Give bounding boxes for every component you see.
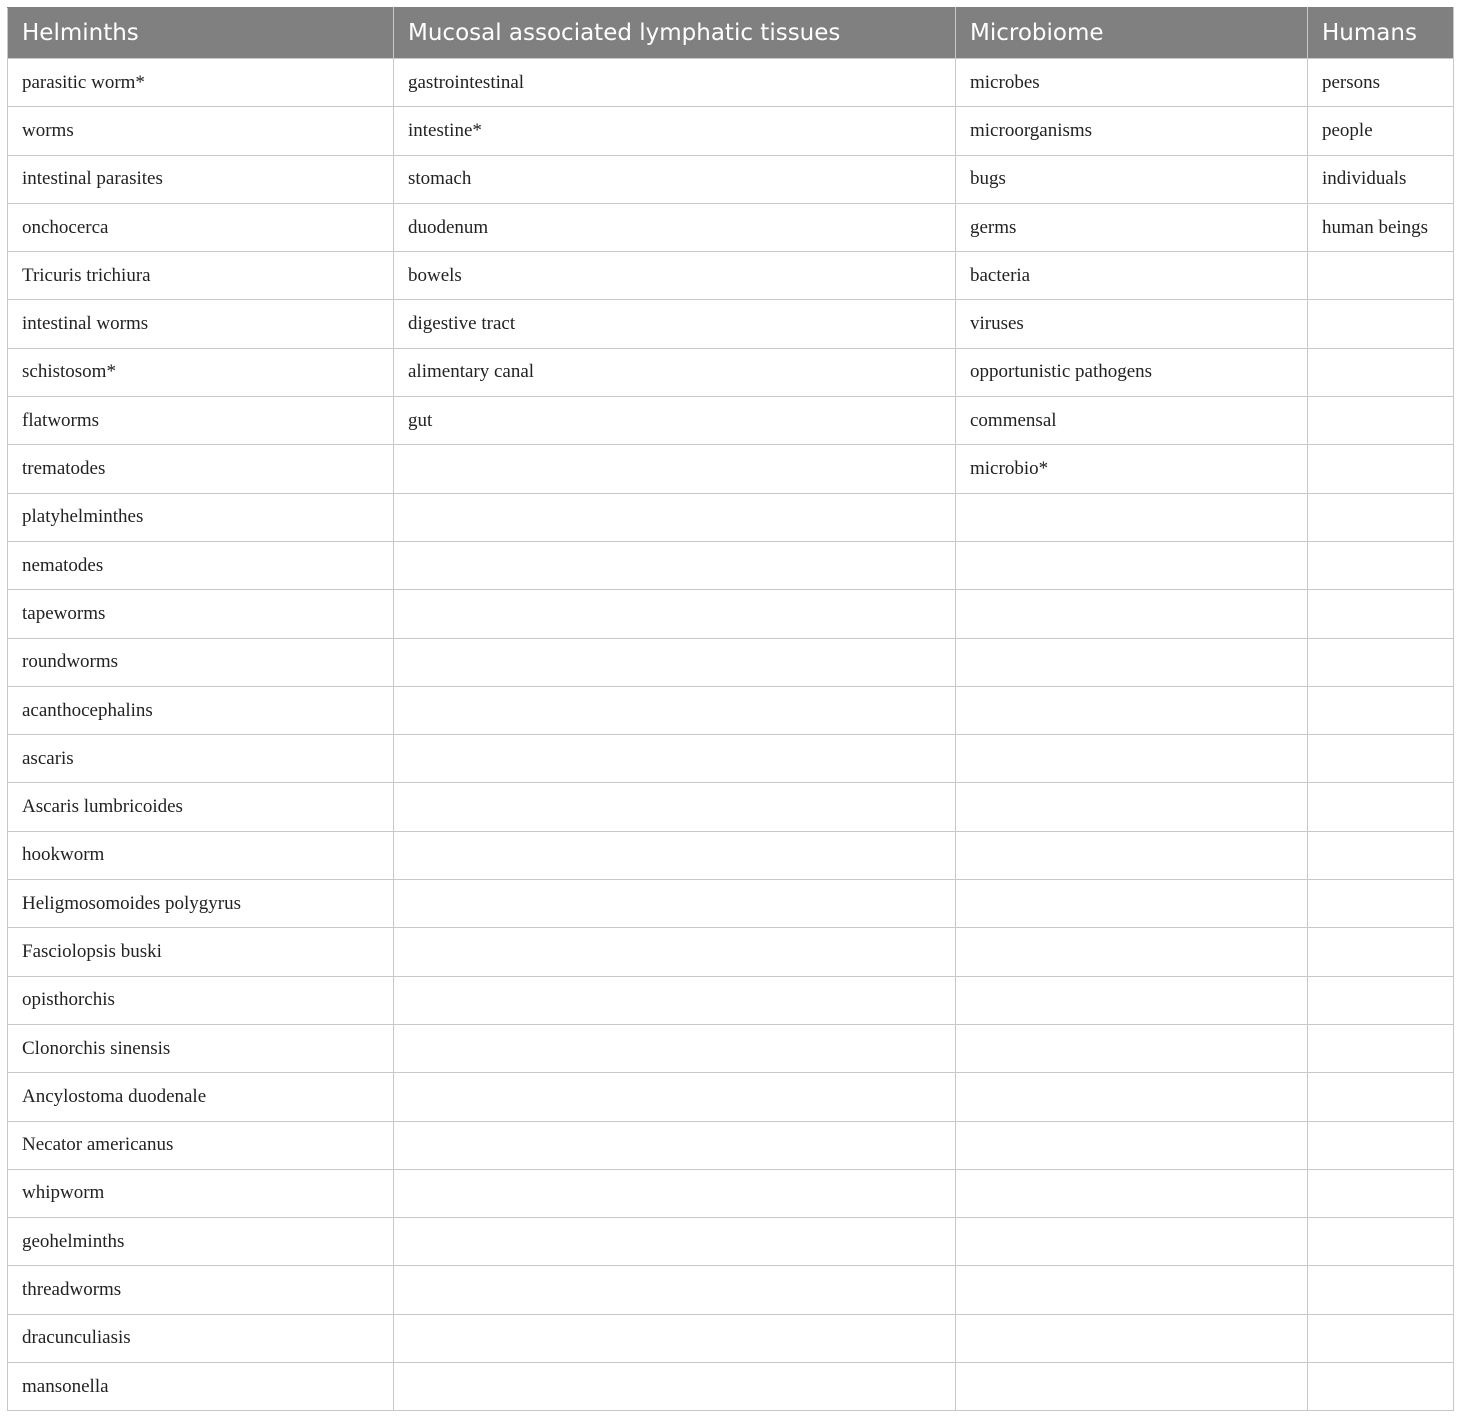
table-cell-malt <box>394 541 956 589</box>
table-cell-humans <box>1308 1024 1454 1072</box>
table-cell-malt <box>394 831 956 879</box>
table-cell-malt: alimentary canal <box>394 348 956 396</box>
table-cell-helminths: worms <box>8 107 394 155</box>
table-cell-microbiome: germs <box>956 203 1308 251</box>
table-cell-microbiome <box>956 541 1308 589</box>
table-cell-malt <box>394 928 956 976</box>
table-row <box>8 397 1454 445</box>
table-cell-microbiome <box>956 1266 1308 1314</box>
table-cell-microbiome <box>956 831 1308 879</box>
table-cell-humans <box>1308 397 1454 445</box>
table-cell-malt <box>394 1121 956 1169</box>
table-cell-humans: people <box>1308 107 1454 155</box>
header-row <box>8 8 1454 59</box>
table-cell-helminths: platyhelminthes <box>8 493 394 541</box>
table-cell-helminths: acanthocephalins <box>8 686 394 734</box>
column-header-helminths: Helminths <box>8 8 394 59</box>
table-cell-helminths: trematodes <box>8 445 394 493</box>
table-cell-microbiome <box>956 1218 1308 1266</box>
column-header-malt: Mucosal associated lymphatic tissues <box>394 8 956 59</box>
table-row <box>8 203 1454 251</box>
column-header-humans: Humans <box>1308 8 1454 59</box>
table-cell-humans <box>1308 445 1454 493</box>
table-cell-helminths: onchocerca <box>8 203 394 251</box>
table-cell-humans: human beings <box>1308 203 1454 251</box>
table-cell-humans <box>1308 1363 1454 1411</box>
table-row <box>8 928 1454 976</box>
table-row <box>8 976 1454 1024</box>
table-cell-humans <box>1308 928 1454 976</box>
table-cell-malt <box>394 445 956 493</box>
table-cell-microbiome <box>956 1121 1308 1169</box>
table-cell-microbiome <box>956 493 1308 541</box>
table-row <box>8 1073 1454 1121</box>
table-row <box>8 252 1454 300</box>
table-cell-malt: stomach <box>394 155 956 203</box>
table-cell-microbiome <box>956 638 1308 686</box>
table-cell-humans: individuals <box>1308 155 1454 203</box>
table-cell-microbiome: opportunistic pathogens <box>956 348 1308 396</box>
table-cell-malt <box>394 735 956 783</box>
table-cell-humans <box>1308 976 1454 1024</box>
table-body <box>8 59 1454 1411</box>
table-cell-helminths: Fasciolopsis buski <box>8 928 394 976</box>
table-cell-microbiome <box>956 976 1308 1024</box>
table-cell-helminths: hookworm <box>8 831 394 879</box>
table-cell-helminths: Ascaris lumbricoides <box>8 783 394 831</box>
table-header <box>8 8 1454 59</box>
table-row <box>8 1314 1454 1362</box>
table-cell-helminths: opisthorchis <box>8 976 394 1024</box>
table-cell-microbiome <box>956 880 1308 928</box>
table-cell-microbiome: bacteria <box>956 252 1308 300</box>
table-row <box>8 348 1454 396</box>
table-cell-helminths: ascaris <box>8 735 394 783</box>
table-cell-helminths: threadworms <box>8 1266 394 1314</box>
table-cell-humans <box>1308 1073 1454 1121</box>
table-row <box>8 1121 1454 1169</box>
table-cell-malt <box>394 1169 956 1217</box>
table-row <box>8 590 1454 638</box>
table-cell-helminths: roundworms <box>8 638 394 686</box>
table-cell-microbiome <box>956 1169 1308 1217</box>
table-cell-humans <box>1308 735 1454 783</box>
table-cell-humans <box>1308 1266 1454 1314</box>
table-cell-malt: gastrointestinal <box>394 59 956 107</box>
search-terms-table <box>7 7 1454 1411</box>
table-cell-malt <box>394 493 956 541</box>
table-row <box>8 300 1454 348</box>
table-cell-microbiome <box>956 735 1308 783</box>
table-cell-malt: bowels <box>394 252 956 300</box>
table-cell-helminths: Heligmosomoides polygyrus <box>8 880 394 928</box>
table-cell-microbiome: bugs <box>956 155 1308 203</box>
table-cell-helminths: Clonorchis sinensis <box>8 1024 394 1072</box>
table-row <box>8 783 1454 831</box>
table-cell-humans <box>1308 252 1454 300</box>
table-cell-helminths: mansonella <box>8 1363 394 1411</box>
table-cell-humans <box>1308 880 1454 928</box>
table-cell-microbiome <box>956 928 1308 976</box>
table-cell-humans <box>1308 1314 1454 1362</box>
table-cell-malt <box>394 976 956 1024</box>
table-cell-humans <box>1308 348 1454 396</box>
table-cell-microbiome <box>956 783 1308 831</box>
table-cell-humans <box>1308 493 1454 541</box>
table-cell-microbiome <box>956 1073 1308 1121</box>
table-row <box>8 445 1454 493</box>
table-cell-microbiome: commensal <box>956 397 1308 445</box>
table-cell-helminths: geohelminths <box>8 1218 394 1266</box>
table-row <box>8 59 1454 107</box>
table-cell-malt: intestine* <box>394 107 956 155</box>
table-row <box>8 107 1454 155</box>
table-row <box>8 1218 1454 1266</box>
table-row <box>8 1169 1454 1217</box>
table-cell-humans <box>1308 783 1454 831</box>
table-row <box>8 831 1454 879</box>
table-cell-microbiome: microorganisms <box>956 107 1308 155</box>
table-row <box>8 1266 1454 1314</box>
table-cell-malt: digestive tract <box>394 300 956 348</box>
table-cell-humans <box>1308 541 1454 589</box>
table-row <box>8 493 1454 541</box>
table-row <box>8 638 1454 686</box>
table-cell-helminths: intestinal parasites <box>8 155 394 203</box>
table-cell-microbiome <box>956 590 1308 638</box>
table-row <box>8 686 1454 734</box>
table-cell-helminths: Tricuris trichiura <box>8 252 394 300</box>
table-cell-malt <box>394 1314 956 1362</box>
table-cell-malt: gut <box>394 397 956 445</box>
table-row <box>8 541 1454 589</box>
table-cell-helminths: schistosom* <box>8 348 394 396</box>
table-row <box>8 735 1454 783</box>
table-cell-humans <box>1308 1218 1454 1266</box>
table-cell-microbiome: microbio* <box>956 445 1308 493</box>
table-cell-microbiome: viruses <box>956 300 1308 348</box>
table-cell-microbiome <box>956 1314 1308 1362</box>
table-cell-microbiome <box>956 1024 1308 1072</box>
table-cell-helminths: whipworm <box>8 1169 394 1217</box>
table-cell-malt <box>394 638 956 686</box>
table-cell-helminths: intestinal worms <box>8 300 394 348</box>
table-cell-humans <box>1308 1121 1454 1169</box>
table-cell-helminths: Ancylostoma duodenale <box>8 1073 394 1121</box>
table-cell-malt <box>394 880 956 928</box>
column-header-microbiome: Microbiome <box>956 8 1308 59</box>
table-row <box>8 880 1454 928</box>
table-cell-humans <box>1308 686 1454 734</box>
table-cell-helminths: parasitic worm* <box>8 59 394 107</box>
table-cell-humans <box>1308 638 1454 686</box>
table-cell-malt <box>394 686 956 734</box>
search-terms-table-container <box>7 7 1453 1411</box>
table-cell-malt: duodenum <box>394 203 956 251</box>
table-cell-microbiome <box>956 1363 1308 1411</box>
table-cell-malt <box>394 590 956 638</box>
table-cell-malt <box>394 1024 956 1072</box>
table-row <box>8 1024 1454 1072</box>
table-cell-malt <box>394 783 956 831</box>
table-cell-malt <box>394 1363 956 1411</box>
table-cell-microbiome: microbes <box>956 59 1308 107</box>
table-cell-humans <box>1308 300 1454 348</box>
table-row <box>8 155 1454 203</box>
table-cell-humans <box>1308 831 1454 879</box>
table-cell-helminths: nematodes <box>8 541 394 589</box>
table-cell-humans <box>1308 590 1454 638</box>
table-cell-malt <box>394 1073 956 1121</box>
table-cell-helminths: tapeworms <box>8 590 394 638</box>
table-cell-malt <box>394 1266 956 1314</box>
table-row <box>8 1363 1454 1411</box>
table-cell-helminths: flatworms <box>8 397 394 445</box>
table-cell-humans <box>1308 1169 1454 1217</box>
table-cell-helminths: Necator americanus <box>8 1121 394 1169</box>
table-cell-malt <box>394 1218 956 1266</box>
table-cell-microbiome <box>956 686 1308 734</box>
table-cell-helminths: dracunculiasis <box>8 1314 394 1362</box>
table-cell-humans: persons <box>1308 59 1454 107</box>
